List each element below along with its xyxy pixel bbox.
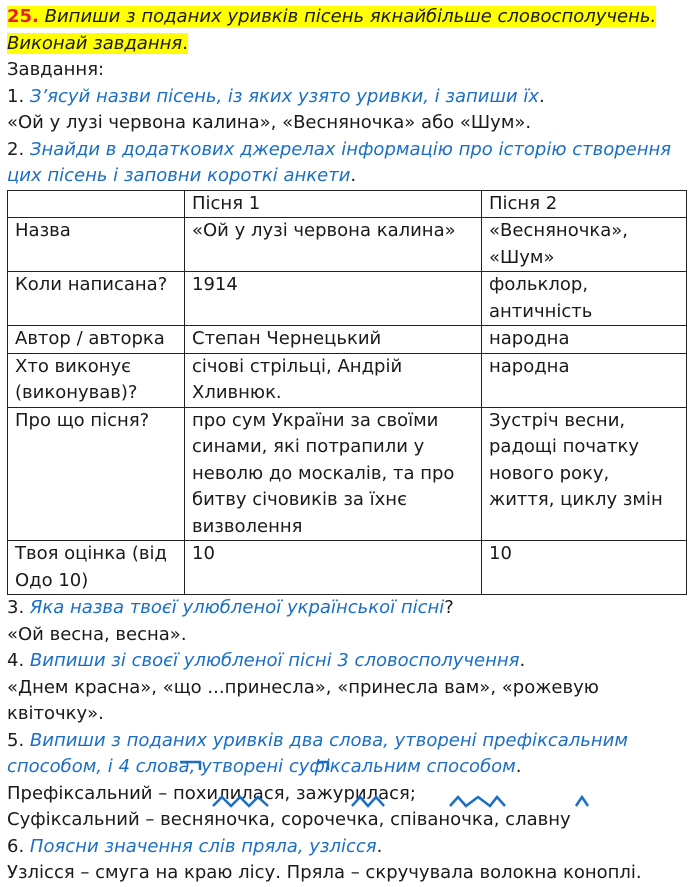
table-row: Автор / авторка Степан Чернецький народна	[8, 326, 687, 354]
task-2: 2. Знайди в додаткових джерелах інформацію про історію створення	[7, 138, 672, 160]
exercise-number: 25.	[7, 6, 39, 27]
table-row: Хто виконує (виконував)? січові стрільці, Андрій Хливнюк. народна	[8, 353, 687, 407]
task-6-answer: Узлісся – смуга на краю лісу. Пряла – скручувала волокна коноплі.	[7, 862, 642, 883]
task-3: 3. Яка назва твоєї улюбленої української пісні?	[7, 597, 454, 618]
task-5: 5. Випиши з поданих уривків два слова, утворені префіксальним	[7, 729, 628, 751]
task-1: 1. З’ясуй назви пісень, із яких узято уривки, і запиши їх.	[7, 85, 545, 107]
table-header-row: Пісня 1 Пісня 2	[8, 190, 687, 218]
table-row: Назва «Ой у лузі червона калина» «Весняночка», «Шум»	[8, 218, 687, 272]
task-3-answer: «Ой весна, весна».	[7, 623, 187, 645]
task-5-answer-prefix: Префіксальний – похилилася, зажурилася;	[7, 782, 416, 804]
tasks-label: Завдання:	[7, 59, 105, 80]
exercise-page: 25. Випиши з поданих уривків пісень якнайбільше словосполучень. Виконай завдання. Завдання: 1. З’ясуй назви пісень, із яких узято уривки, і запиши їх. «Ой у лузі червона калина», «Весняночка» або «Шум». 2. Знайди в додаткових джерелах інформацію про історію створення цих пісень і заповни короткі анкети. Пісня 1 Пісня 2 Назва «Ой у лузі червона калина» «Весняночка», «Шум» Коли написана? 1914 фольклор, античність Автор / авторка Степан Чернецький народна Хто виконує (виконував)? січові стрільці, Андрій Хливнюк. народна Про що пісня? про сум України за своїми синами, які потрапили у неволю до москалів, та про битву січовиків за їхнє визволення Зустріч весни, радощі початку нового року, життя, циклу змін Твоя оцінка (від Одо 10) 10 10 3. Яка назва твоєї улюбленої української пісні? «Ой весна, весна». 4. Випиши зі своєї улюбленої пісні 3 словосполучення. «Днем красна», «що ...принесла», «принесла вам», «рожевую квіточку». 5. Випиши з поданих уривків два слова, утворені префіксальним способом, і 4 слова, утворені суфіксальним способом. Префіксальний – похилилася, зажурилася; Суфіксальний – весняночка, сорочечка, співаночка, славну 6. Поясни значення слів пряла, узлісся. Узлісся – смуга на краю лісу. Пряла – скручувала волокна коноплі.	[7, 4, 691, 887]
song-table	[7, 190, 687, 596]
task-6: 6. Поясни значення слів пряла, узлісся.	[7, 835, 383, 857]
task-5-answer-suffix: Суфіксальний – весняночка, сорочечка, співаночка, славну	[7, 809, 571, 830]
exercise-title: 25. Випиши з поданих уривків пісень якнайбільше словосполучень.	[7, 6, 657, 27]
task-4-answer: «Днем красна», «що ...принесла», «принесла вам», «рожевую	[7, 676, 599, 698]
task-4: 4. Випиши зі своєї улюбленої пісні 3 словосполучення.	[7, 650, 526, 671]
table-row: Твоя оцінка (від Одо 10) 10 10	[8, 541, 687, 595]
task-1-answer: «Ой у лузі червона калина», «Весняночка» або «Шум».	[7, 112, 532, 133]
table-row: Коли написана? 1914 фольклор, античність	[8, 272, 687, 326]
table-row: Про що пісня? про сум України за своїми синами, які потрапили у неволю до москалів, та про битву січовиків за їхнє визволення Зустріч весни, радощі початку нового року, життя, циклу змін	[8, 407, 687, 541]
